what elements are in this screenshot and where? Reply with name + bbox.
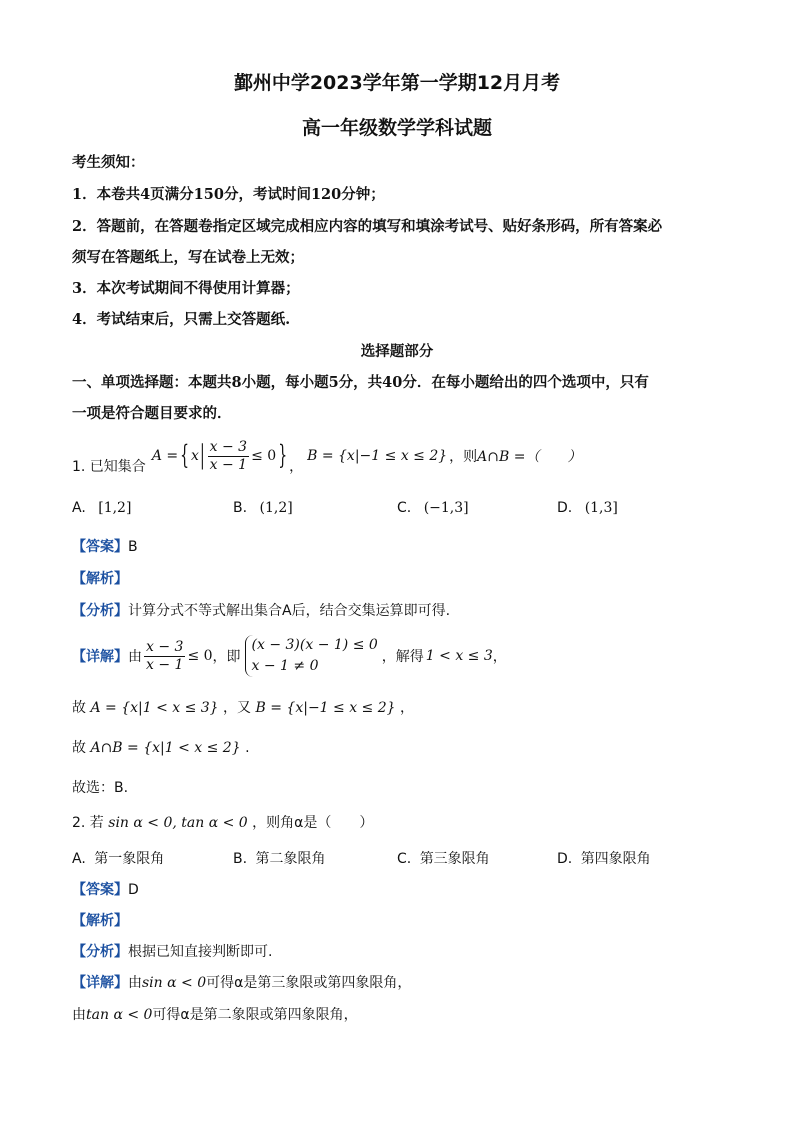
section-title: 选择题部分 bbox=[360, 343, 434, 360]
line2-math: tan α < 0 bbox=[86, 1007, 153, 1023]
notice-heading: 考生须知： bbox=[72, 154, 145, 171]
detail-system bbox=[245, 635, 378, 677]
q1-set-a-var: x bbox=[191, 448, 199, 464]
q1-option-d bbox=[557, 500, 618, 516]
option-value: 第二象限角 bbox=[255, 851, 326, 867]
q1-set-a: A = { x | $\frac{x - 3}{x - 1}$ ≤ 0 } bbox=[151, 438, 288, 473]
question-1 bbox=[72, 432, 581, 480]
line-a-b: B = {x|−1 ≤ x ≤ 2} bbox=[255, 700, 396, 716]
option-value: 第三象限角 bbox=[419, 851, 490, 867]
q1-fenxi bbox=[72, 600, 450, 620]
answer-value: B bbox=[128, 539, 138, 555]
q1-option-c bbox=[397, 500, 469, 516]
detail-fraction-den: x − 1 bbox=[146, 656, 184, 673]
option-value: [1,2] bbox=[98, 500, 132, 516]
option-label: C. bbox=[397, 500, 412, 516]
line-a-mid: ，又 bbox=[223, 700, 252, 716]
answer-value: D bbox=[128, 882, 139, 898]
q1-detail bbox=[72, 632, 507, 680]
line-a-prefix: 故 bbox=[72, 700, 86, 716]
q1-fraction-num: x − 3 bbox=[209, 438, 248, 455]
q1-fraction-den: x − 1 bbox=[209, 456, 248, 473]
detail-math: sin α < 0 bbox=[142, 975, 207, 991]
line-c-prefix: 故 bbox=[72, 740, 86, 756]
q1-line-c bbox=[72, 737, 250, 757]
q2-rest: ，则角α是（ ） bbox=[252, 815, 374, 831]
system-line-2: x − 1 ≠ 0 bbox=[251, 658, 319, 674]
q1-set-b: B = {x|−1 ≤ x ≤ 2} bbox=[307, 448, 448, 464]
option-label: C. bbox=[397, 851, 412, 867]
answer-tag: 【答案】 bbox=[72, 539, 128, 555]
fenxi-text: 根据已知直接判断即可. bbox=[128, 944, 273, 960]
answer-tag: 【答案】 bbox=[72, 882, 128, 898]
option-label: A. bbox=[72, 851, 86, 867]
detail-inequality bbox=[142, 639, 213, 674]
option-label: D. bbox=[557, 500, 573, 516]
exam-title: 鄞州中学2023学年第一学期12月月考 bbox=[233, 72, 561, 94]
q2-fenxi bbox=[72, 941, 272, 961]
q1-choose: 故选：B. bbox=[72, 780, 129, 796]
detail-by: 由 bbox=[128, 975, 142, 991]
fenxi-tag: 【分析】 bbox=[72, 944, 128, 960]
fenxi-text: 计算分式不等式解出集合A后，结合交集运算即可得. bbox=[128, 603, 451, 619]
q1-line-a bbox=[72, 697, 414, 717]
section-intro: 一、单项选择题：本题共8小题，每小题5分，共40分．在每小题给出的四个选项中，只有 bbox=[72, 374, 649, 391]
q2-lead: 2. 若 bbox=[72, 815, 104, 831]
detail-cond: ≤ 0 bbox=[187, 648, 213, 664]
analysis-tag: 【解析】 bbox=[72, 571, 128, 587]
q2-detail bbox=[72, 972, 411, 992]
system-line-1: (x − 3)(x − 1) ≤ 0 bbox=[251, 637, 378, 653]
detail-fraction-num: x − 3 bbox=[146, 638, 184, 655]
q1-set-a-cond: ≤ 0 bbox=[251, 448, 277, 464]
q1-option-a bbox=[72, 500, 131, 516]
detail-range: 1 < x ≤ 3 bbox=[425, 648, 493, 664]
line-c-end: . bbox=[245, 740, 250, 756]
option-label: D. bbox=[557, 851, 573, 867]
q1-lead: 1. 已知集合 bbox=[72, 459, 146, 475]
line-a-math: A = {x|1 < x ≤ 3} bbox=[90, 700, 219, 716]
analysis-tag: 【解析】 bbox=[72, 913, 128, 929]
q2-option-d bbox=[557, 848, 651, 868]
detail-by: 由 bbox=[128, 649, 142, 665]
q1-option-b bbox=[233, 500, 293, 516]
line-a-end: ， bbox=[400, 700, 415, 716]
q2-option-c bbox=[397, 848, 490, 868]
q1-analysis-tag bbox=[72, 568, 128, 588]
option-value: (−1,3] bbox=[423, 500, 469, 516]
q1-set-a-prefix: A = bbox=[151, 448, 179, 464]
q1-sep: ， bbox=[289, 459, 304, 475]
option-label: A. bbox=[72, 500, 86, 516]
q2-option-a bbox=[72, 848, 164, 868]
detail-tag: 【详解】 bbox=[72, 975, 128, 991]
option-label: B. bbox=[233, 851, 248, 867]
detail-fraction bbox=[144, 639, 185, 674]
section-intro-cont: 一项是符合题目要求的． bbox=[72, 405, 232, 422]
notice-item-2-cont: 须写在答题纸上，写在试卷上无效； bbox=[72, 249, 304, 266]
detail-ie: ，即 bbox=[212, 649, 241, 665]
question-2 bbox=[72, 812, 373, 832]
detail-tag: 【详解】 bbox=[72, 649, 128, 665]
q2-analysis-tag bbox=[72, 910, 128, 930]
q1-then: ，则 bbox=[449, 449, 478, 465]
option-value: (1,3] bbox=[584, 500, 618, 516]
option-label: B. bbox=[233, 500, 248, 516]
q1-fraction bbox=[208, 439, 249, 474]
line-c-math: A∩B = {x|1 < x ≤ 2} bbox=[90, 740, 241, 756]
detail-end: ， bbox=[492, 649, 507, 665]
line2-by: 由 bbox=[72, 1007, 86, 1023]
q2-answer bbox=[72, 879, 139, 899]
line2-rest: 可得α是第二象限或第四象限角， bbox=[152, 1007, 358, 1023]
detail-rest: 可得α是第三象限或第四象限角， bbox=[206, 975, 412, 991]
detail-solve: ，解得 bbox=[381, 649, 424, 665]
notice-item-3: 3．本次考试期间不得使用计算器； bbox=[72, 280, 300, 297]
notice-item-4: 4．考试结束后，只需上交答题纸. bbox=[72, 311, 291, 328]
q1-answer bbox=[72, 536, 138, 556]
option-value: (1,2] bbox=[259, 500, 293, 516]
q1-ask: A∩B =（ ） bbox=[477, 449, 582, 465]
exam-subtitle: 高一年级数学学科试题 bbox=[301, 117, 492, 139]
option-value: 第四象限角 bbox=[580, 851, 651, 867]
q2-option-b bbox=[233, 848, 326, 868]
q2-detail-line-2 bbox=[72, 1004, 358, 1024]
notice-item-1: 1．本卷共4页满分150分，考试时间120分钟； bbox=[72, 186, 385, 203]
notice-item-2: 2．答题前，在答题卷指定区域完成相应内容的填写和填涂考试号、贴好条形码，所有答案必 bbox=[72, 218, 663, 235]
fenxi-tag: 【分析】 bbox=[72, 603, 128, 619]
q2-cond: sin α < 0, tan α < 0 bbox=[108, 815, 248, 831]
option-value: 第一象限角 bbox=[94, 851, 165, 867]
